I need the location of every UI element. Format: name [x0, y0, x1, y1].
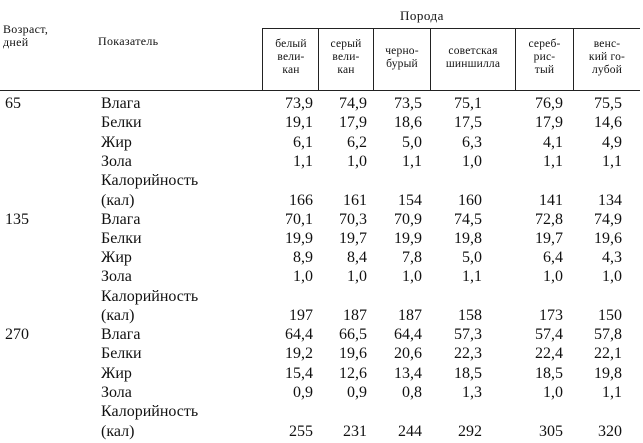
cell-value: 161 — [343, 191, 367, 209]
breed-header-line: кан — [282, 64, 300, 76]
cell-value: 1,1 — [462, 268, 482, 286]
cell-value: 1,1 — [293, 152, 313, 170]
cell-value: 57,3 — [454, 326, 482, 343]
cell-value: 57,8 — [594, 326, 622, 343]
breed-header-grey-giant — [319, 38, 373, 77]
cell-value: 150 — [598, 307, 622, 324]
cell-value: 197 — [289, 307, 313, 324]
cell-value: 158 — [458, 307, 482, 324]
header-bottom-rule — [0, 90, 640, 91]
cell-value: 7,8 — [402, 249, 422, 267]
cell-value: 76,9 — [535, 95, 563, 112]
cell-value: 70,9 — [394, 210, 422, 228]
cell-value: 66,5 — [339, 326, 367, 343]
cell-value: 1,0 — [347, 268, 367, 286]
cell-value: 14,6 — [594, 114, 622, 132]
indicator-label: Влага — [101, 326, 141, 343]
cell-value: 5,0 — [462, 249, 482, 267]
cell-value: 75,5 — [594, 95, 622, 112]
cell-value: 4,3 — [602, 249, 622, 267]
breed-header-white-giant — [264, 38, 318, 77]
cell-value: 12,6 — [339, 364, 367, 382]
cell-value: 166 — [289, 191, 313, 209]
cell-value: 255 — [289, 422, 313, 440]
cell-value: 5,0 — [402, 133, 422, 151]
cell-value: 1,0 — [293, 268, 313, 286]
cell-value: 19,8 — [454, 229, 482, 247]
cell-value: 1,0 — [543, 268, 563, 286]
cell-value: 160 — [458, 191, 482, 209]
cell-value: 1,1 — [543, 152, 563, 170]
age-header — [3, 23, 48, 49]
breed-header-line: вели- — [277, 51, 305, 63]
indicator-label: Белки — [101, 345, 142, 363]
breed-header-vienna-blue — [574, 38, 640, 77]
cell-value: 70,3 — [339, 210, 367, 228]
indicator-label: Влага — [101, 95, 141, 112]
cell-value: 244 — [398, 422, 422, 440]
cell-value: 19,9 — [285, 229, 313, 247]
breed-header-line: вели- — [332, 51, 360, 63]
cell-value: 320 — [598, 422, 622, 440]
indicator-label: Зола — [101, 152, 132, 170]
breed-header-soviet-chinchilla — [431, 45, 515, 71]
cell-value: 19,6 — [594, 229, 622, 247]
cell-value: 20,6 — [394, 345, 422, 363]
cell-value: 64,4 — [285, 326, 313, 343]
cell-value: 1,0 — [462, 152, 482, 170]
breed-header-line: тый — [534, 64, 555, 76]
cell-value: 17,9 — [535, 114, 563, 132]
cell-value: 19,7 — [535, 229, 563, 247]
breed-header-line: белый — [275, 38, 307, 50]
cell-value: 73,9 — [285, 95, 313, 112]
cell-value: 1,0 — [402, 268, 422, 286]
cell-value: 19,7 — [339, 229, 367, 247]
breed-group-header: Порода — [400, 8, 444, 23]
cell-value: 19,1 — [285, 114, 313, 132]
indicator-label: Белки — [101, 114, 142, 132]
age-value: 270 — [5, 326, 29, 343]
cell-value: 22,1 — [594, 345, 622, 363]
cell-value: 6,1 — [293, 133, 313, 151]
breed-header-line: лубой — [591, 64, 623, 76]
breed-header-silver — [516, 38, 573, 77]
cell-value: 1,0 — [602, 268, 622, 286]
indicator-label-unit: (кал) — [101, 307, 135, 324]
cell-value: 22,3 — [454, 345, 482, 363]
cell-value: 6,4 — [543, 249, 563, 267]
cell-value: 22,4 — [535, 345, 563, 363]
age-value: 65 — [5, 95, 21, 112]
cell-value: 4,9 — [602, 133, 622, 151]
cell-value: 187 — [343, 307, 367, 324]
indicator-label: Влага — [101, 210, 141, 228]
indicator-label-unit: (кал) — [101, 191, 135, 209]
cell-value: 141 — [539, 191, 563, 209]
breed-header-line: сереб- — [528, 38, 561, 50]
indicator-label: Калорийность — [101, 172, 199, 190]
cell-value: 18,5 — [535, 364, 563, 382]
cell-value: 73,5 — [394, 95, 422, 112]
indicator-header: Показатель — [98, 34, 159, 48]
cell-value: 13,4 — [394, 364, 422, 382]
indicator-label: Жир — [101, 133, 132, 151]
cell-value: 6,2 — [347, 133, 367, 151]
cell-value: 134 — [598, 191, 622, 209]
cell-value: 6,3 — [462, 133, 482, 151]
indicator-label: Зола — [101, 268, 132, 286]
indicator-label: Калорийность — [101, 287, 199, 305]
cell-value: 4,1 — [543, 133, 563, 151]
cell-value: 72,8 — [535, 210, 563, 228]
cell-value: 0,8 — [402, 383, 422, 401]
breed-header-line: шиншилла — [445, 58, 501, 70]
cell-value: 187 — [398, 307, 422, 324]
cell-value: 1,0 — [543, 383, 563, 401]
cell-value: 74,9 — [594, 210, 622, 228]
column-divider — [262, 28, 263, 90]
indicator-label: Жир — [101, 249, 132, 267]
cell-value: 15,4 — [285, 364, 313, 382]
cell-value: 18,5 — [454, 364, 482, 382]
cell-value: 18,6 — [394, 114, 422, 132]
indicator-label: Зола — [101, 383, 132, 401]
cell-value: 19,8 — [594, 364, 622, 382]
age-header-line1: Возраст, — [3, 22, 49, 36]
breed-header-line: рис- — [533, 51, 556, 63]
cell-value: 57,4 — [535, 326, 563, 343]
cell-value: 17,5 — [454, 114, 482, 132]
cell-value: 19,2 — [285, 345, 313, 363]
age-header-line2: дней — [3, 35, 29, 49]
cell-value: 305 — [539, 422, 563, 440]
cell-value: 173 — [539, 307, 563, 324]
breed-header-line: венс- — [593, 38, 621, 50]
age-value: 135 — [5, 210, 29, 228]
cell-value: 1,0 — [347, 152, 367, 170]
breed-header-line: советская — [448, 45, 498, 57]
cell-value: 0,9 — [293, 383, 313, 401]
cell-value: 64,4 — [394, 326, 422, 343]
cell-value: 0,9 — [347, 383, 367, 401]
cell-value: 74,9 — [339, 95, 367, 112]
indicator-label: Жир — [101, 364, 132, 382]
indicator-label: Калорийность — [101, 403, 199, 421]
cell-value: 1,1 — [602, 383, 622, 401]
breed-header-line: серый — [330, 38, 362, 50]
cell-value: 8,4 — [347, 249, 367, 267]
cell-value: 8,9 — [293, 249, 313, 267]
cell-value: 292 — [458, 422, 482, 440]
cell-value: 231 — [343, 422, 367, 440]
breed-header-line: бурый — [386, 58, 418, 70]
indicator-label-unit: (кал) — [101, 422, 135, 440]
breed-header-line: кий го- — [588, 51, 626, 63]
breed-header-line: кан — [337, 64, 355, 76]
cell-value: 74,5 — [454, 210, 482, 228]
indicator-label: Белки — [101, 229, 142, 247]
cell-value: 75,1 — [454, 95, 482, 112]
cell-value: 70,1 — [285, 210, 313, 228]
cell-value: 19,6 — [339, 345, 367, 363]
cell-value: 19,9 — [394, 229, 422, 247]
cell-value: 1,1 — [602, 152, 622, 170]
cell-value: 1,3 — [462, 383, 482, 401]
cell-value: 17,9 — [339, 114, 367, 132]
breed-header-line: черно- — [385, 45, 419, 57]
cell-value: 1,1 — [402, 152, 422, 170]
breed-header-black-brown — [374, 45, 430, 71]
cell-value: 154 — [398, 191, 422, 209]
